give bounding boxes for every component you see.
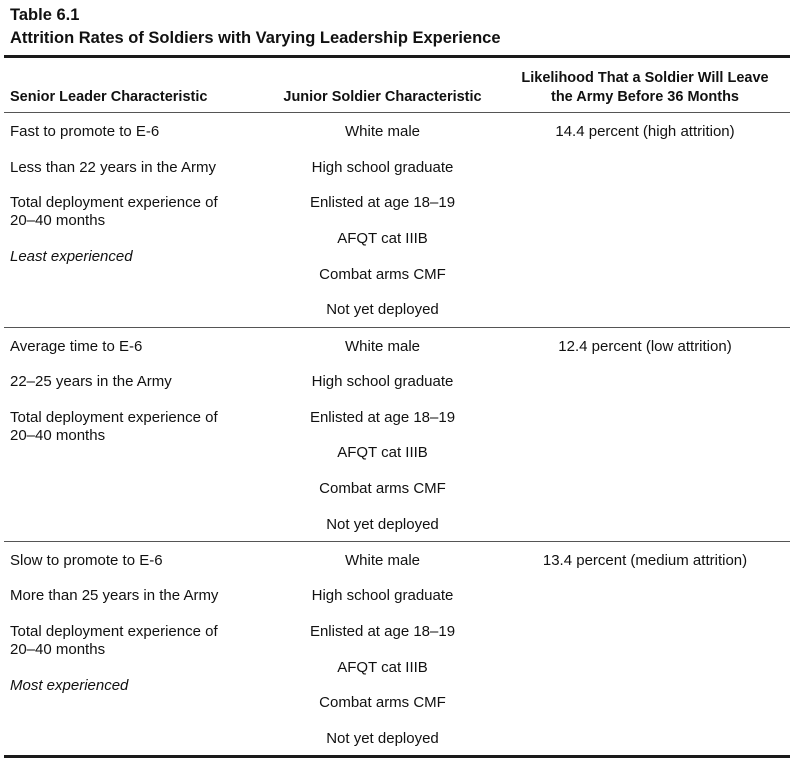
junior-characteristic: Enlisted at age 18–19: [309, 623, 456, 640]
attrition-likelihood: 14.4 percent (high attrition): [555, 123, 735, 140]
junior-characteristic: Enlisted at age 18–19: [309, 194, 456, 211]
junior-characteristic: High school graduate: [311, 159, 454, 176]
table-title: Attrition Rates of Soldiers with Varying Leadership Experience: [10, 29, 501, 47]
senior-characteristic: 20–40 months: [10, 427, 106, 444]
junior-characteristic: Combat arms CMF: [319, 694, 446, 711]
junior-characteristic: Not yet deployed: [326, 301, 439, 318]
junior-characteristic: Not yet deployed: [326, 516, 439, 533]
junior-characteristic: White male: [344, 552, 421, 569]
group-rule: [4, 541, 790, 542]
senior-characteristic: 22–25 years in the Army: [10, 373, 172, 390]
top-rule: [4, 55, 790, 58]
attrition-likelihood: 12.4 percent (low attrition): [558, 338, 732, 355]
junior-characteristic: White male: [344, 123, 421, 140]
senior-characteristic: Total deployment experience of: [10, 194, 218, 211]
senior-characteristic: More than 25 years in the Army: [10, 587, 219, 604]
senior-characteristic: Less than 22 years in the Army: [10, 159, 216, 176]
experience-level: Least experienced: [10, 248, 133, 265]
junior-characteristic: AFQT cat IIIB: [337, 659, 428, 676]
group-rule: [4, 327, 790, 328]
junior-characteristic: Not yet deployed: [326, 730, 439, 747]
bottom-rule: [4, 755, 790, 758]
header-likelihood-line2: the Army Before 36 Months: [551, 89, 739, 105]
senior-characteristic: 20–40 months: [10, 212, 106, 229]
senior-characteristic: Fast to promote to E-6: [10, 123, 160, 140]
attrition-likelihood: 13.4 percent (medium attrition): [542, 552, 748, 569]
header-senior: Senior Leader Characteristic: [10, 89, 208, 105]
senior-characteristic: 20–40 months: [10, 641, 106, 658]
senior-characteristic: Total deployment experience of: [10, 623, 218, 640]
header-likelihood-line1: Likelihood That a Soldier Will Leave: [521, 70, 769, 86]
junior-characteristic: Enlisted at age 18–19: [309, 409, 456, 426]
junior-characteristic: AFQT cat IIIB: [337, 230, 428, 247]
junior-characteristic: High school graduate: [311, 373, 454, 390]
experience-level: Most experienced: [10, 677, 129, 694]
senior-characteristic: Average time to E-6: [10, 338, 143, 355]
junior-characteristic: AFQT cat IIIB: [337, 444, 428, 461]
header-junior: Junior Soldier Characteristic: [283, 89, 482, 105]
senior-characteristic: Total deployment experience of: [10, 409, 218, 426]
junior-characteristic: Combat arms CMF: [319, 480, 446, 497]
junior-characteristic: White male: [344, 338, 421, 355]
junior-characteristic: Combat arms CMF: [319, 266, 446, 283]
header-rule: [4, 112, 790, 113]
senior-characteristic: Slow to promote to E-6: [10, 552, 163, 569]
table-number: Table 6.1: [10, 6, 80, 24]
junior-characteristic: High school graduate: [311, 587, 454, 604]
